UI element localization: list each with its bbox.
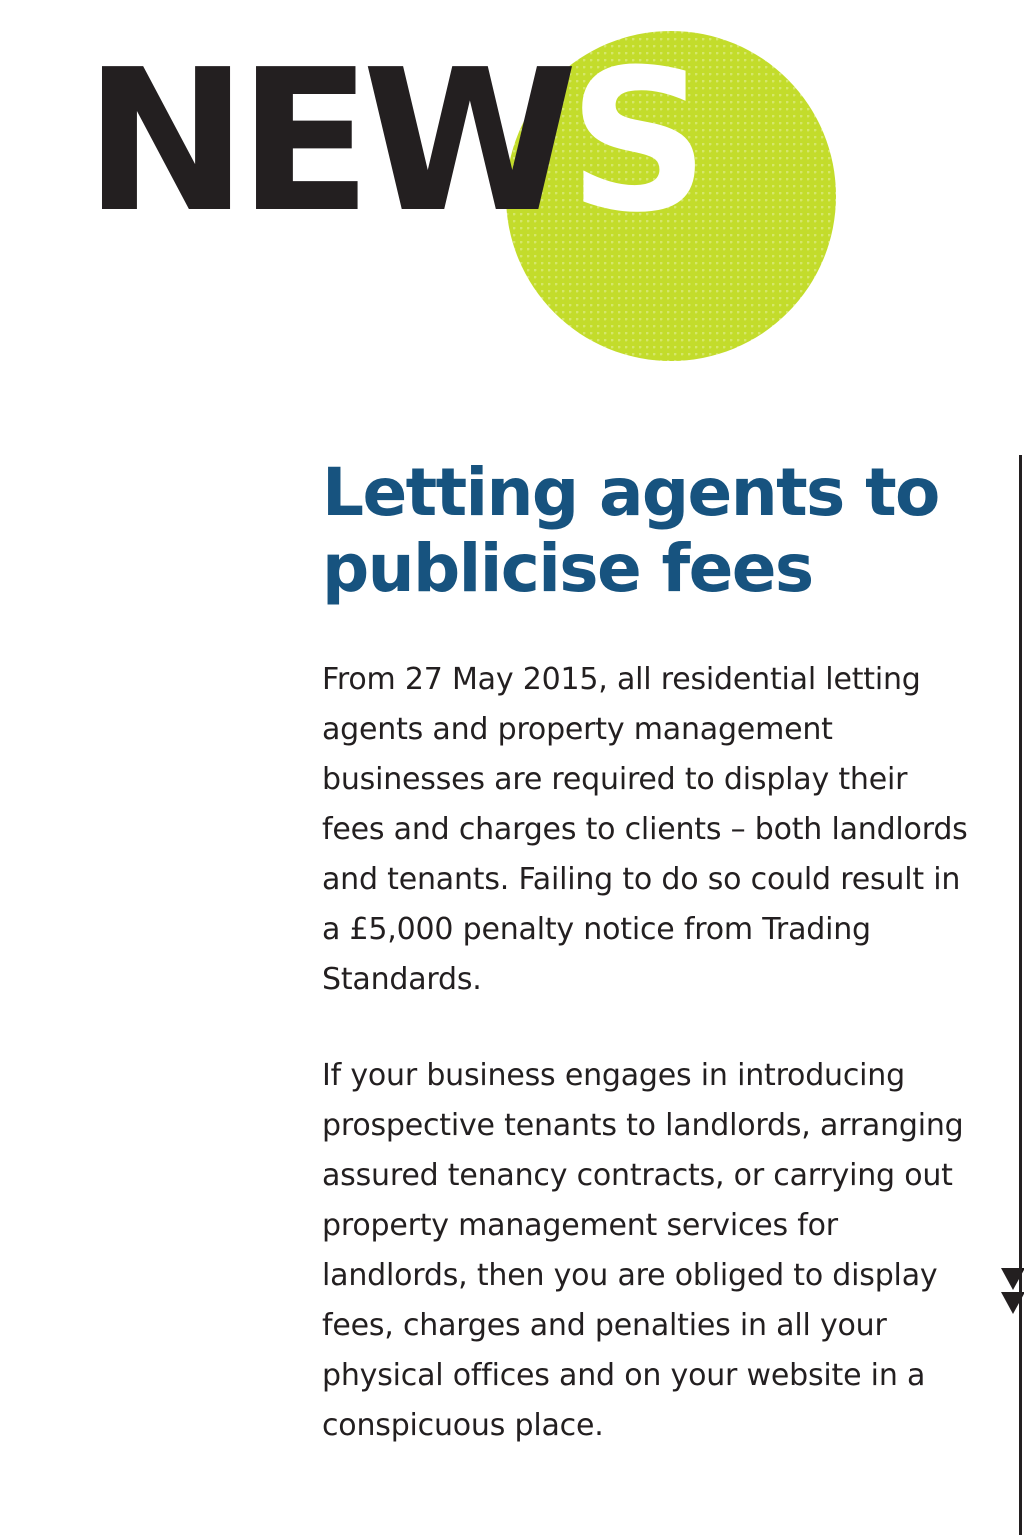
article-paragraph: If your business engages in introducing prospective tenants to landlords, arranging assured tenancy contracts, or carrying out property management services for landlords, then you are obliged to display fees, charges and penalties in all your physical offices and on your website in a conspicuous place. — [322, 1058, 964, 1443]
article — [322, 455, 972, 1451]
page-title: Letting agents to publicise fees — [322, 454, 939, 607]
double-chevron-right-icon — [1001, 1268, 1024, 1314]
masthead-title — [84, 28, 700, 256]
masthead-title-accent: S — [568, 28, 700, 256]
vertical-divider — [1019, 455, 1022, 1535]
masthead-title-main: NEW — [84, 28, 569, 256]
masthead — [0, 0, 1024, 420]
article-paragraph: From 27 May 2015, all residential letting agents and property management businesses are required to display their fees and charges to clients – both landlords and tenants. Failing to do so could result in a £5,000 penalty notice from Trading Standards. — [322, 662, 968, 997]
article-body — [322, 655, 972, 1451]
